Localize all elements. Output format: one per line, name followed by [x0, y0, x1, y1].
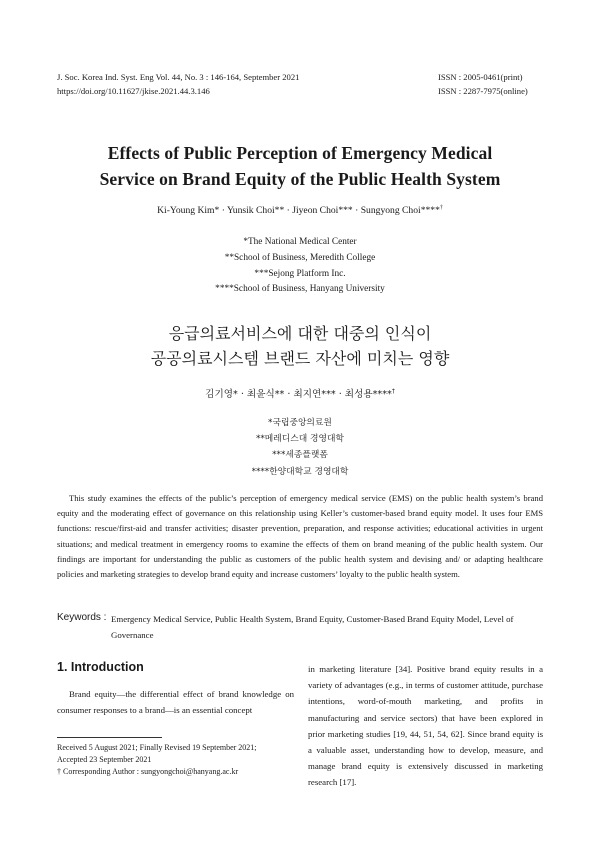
- accepted-date: Accepted 23 September 2021: [57, 755, 152, 765]
- corresponding-dagger: †: [439, 205, 443, 211]
- journal-header-right: [438, 70, 528, 98]
- affiliation-ko: ***세종플랫폼: [272, 450, 328, 461]
- title-ko-line2: 공공의료시스템 브랜드 자산에 미치는 영향: [150, 349, 450, 368]
- footnotes: [57, 742, 294, 779]
- paper-title-korean: [0, 321, 600, 371]
- footnote-divider: [57, 737, 162, 738]
- author-names-en: Ki-Young Kim* · Yunsik Choi** · Jiyeon Choi*** · Sungyong Choi****: [157, 205, 440, 217]
- affiliations-english: [0, 235, 600, 298]
- journal-header-left: [57, 70, 299, 98]
- section-heading: 1. Introduction: [57, 660, 144, 674]
- keywords-text: Emergency Medical Service, Public Health System, Brand Equity, Customer-Based Brand Equity Model, Level of Governance: [111, 614, 514, 640]
- title-en-line2: Service on Brand Equity of the Public Health System: [99, 169, 501, 189]
- affiliations-korean: [0, 415, 600, 480]
- affiliation-en: *The National Medical Center: [243, 237, 357, 247]
- paper-title-english: [0, 140, 600, 192]
- affiliation-en: ***Sejong Platform Inc.: [254, 268, 346, 279]
- issn-print: ISSN : 2005-0461(print): [438, 72, 523, 82]
- abstract: This study examines the effects of the public’s perception of emergency medical service (EMS) on the public health system’s brand equity and the moderating effect of governance on this relationship using Keller’s customer-based brand equity model. It uses four EMS functions: rescue/first-aid and transfer activities; disaster prevention, preparation, and response activities; educational activities in urgent situations; and medical treatment in emergency rooms to examine the effects of them on brand meaning of the public health system. Our findings are important for understanding the public as customers of the public health system and devising and/ or adapting healthcare policies and marketing strategies to develop brand equity and increase customers’ loyalty to the public health system.: [57, 493, 543, 580]
- title-en-line1: Effects of Public Perception of Emergency Medical: [107, 143, 493, 163]
- title-ko-line1: 응급의료서비스에 대한 대중의 인식이: [168, 324, 432, 343]
- author-names-ko: 김기영* · 최윤식** · 최지연*** · 최성용****: [205, 389, 392, 400]
- affiliation-ko: **메레디스대 경영대학: [255, 434, 345, 445]
- affiliation-en: ****School of Business, Hanyang University: [215, 284, 385, 295]
- issn-online: ISSN : 2287-7975(online): [438, 86, 528, 96]
- affiliation-ko: ****한양대학교 경영대학: [251, 466, 349, 477]
- intro-right-column: in marketing literature [34]. Positive brand equity results in a variety of advantages (e.g., in terms of customer attitude, purchase intentions, word-of-mouth marketing, and profits in manufacturing and service sectors) that have been explored in prior marketing studies [19, 44, 51, 54, 62]. Since brand equity is a valuable asset, understanding how to develop, measure, and manage brand equity is extensively discussed in marketing research [17].: [308, 664, 543, 788]
- intro-left-column: Brand equity—the differential effect of brand knowledge on consumer responses to a brand—is an essential concept: [57, 689, 294, 716]
- doi-link[interactable]: https://doi.org/10.11627/jkise.2021.44.3.146: [57, 86, 210, 96]
- affiliation-en: **School of Business, Meredith College: [224, 252, 376, 263]
- received-date: Received 5 August 2021; Finally Revised 19 September 2021;: [57, 743, 257, 752]
- corresponding-author: † Corresponding Author : sungyongchoi@hanyang.ac.kr: [57, 767, 239, 777]
- corresponding-dagger-ko: †: [391, 387, 395, 395]
- authors-english: [0, 205, 600, 216]
- authors-korean: [0, 386, 600, 400]
- affiliation-ko: *국립중앙의료원: [268, 418, 332, 428]
- keywords-label: Keywords :: [57, 612, 107, 623]
- journal-citation: J. Soc. Korea Ind. Syst. Eng Vol. 44, No. 3 : 146-164, September 2021: [57, 72, 300, 82]
